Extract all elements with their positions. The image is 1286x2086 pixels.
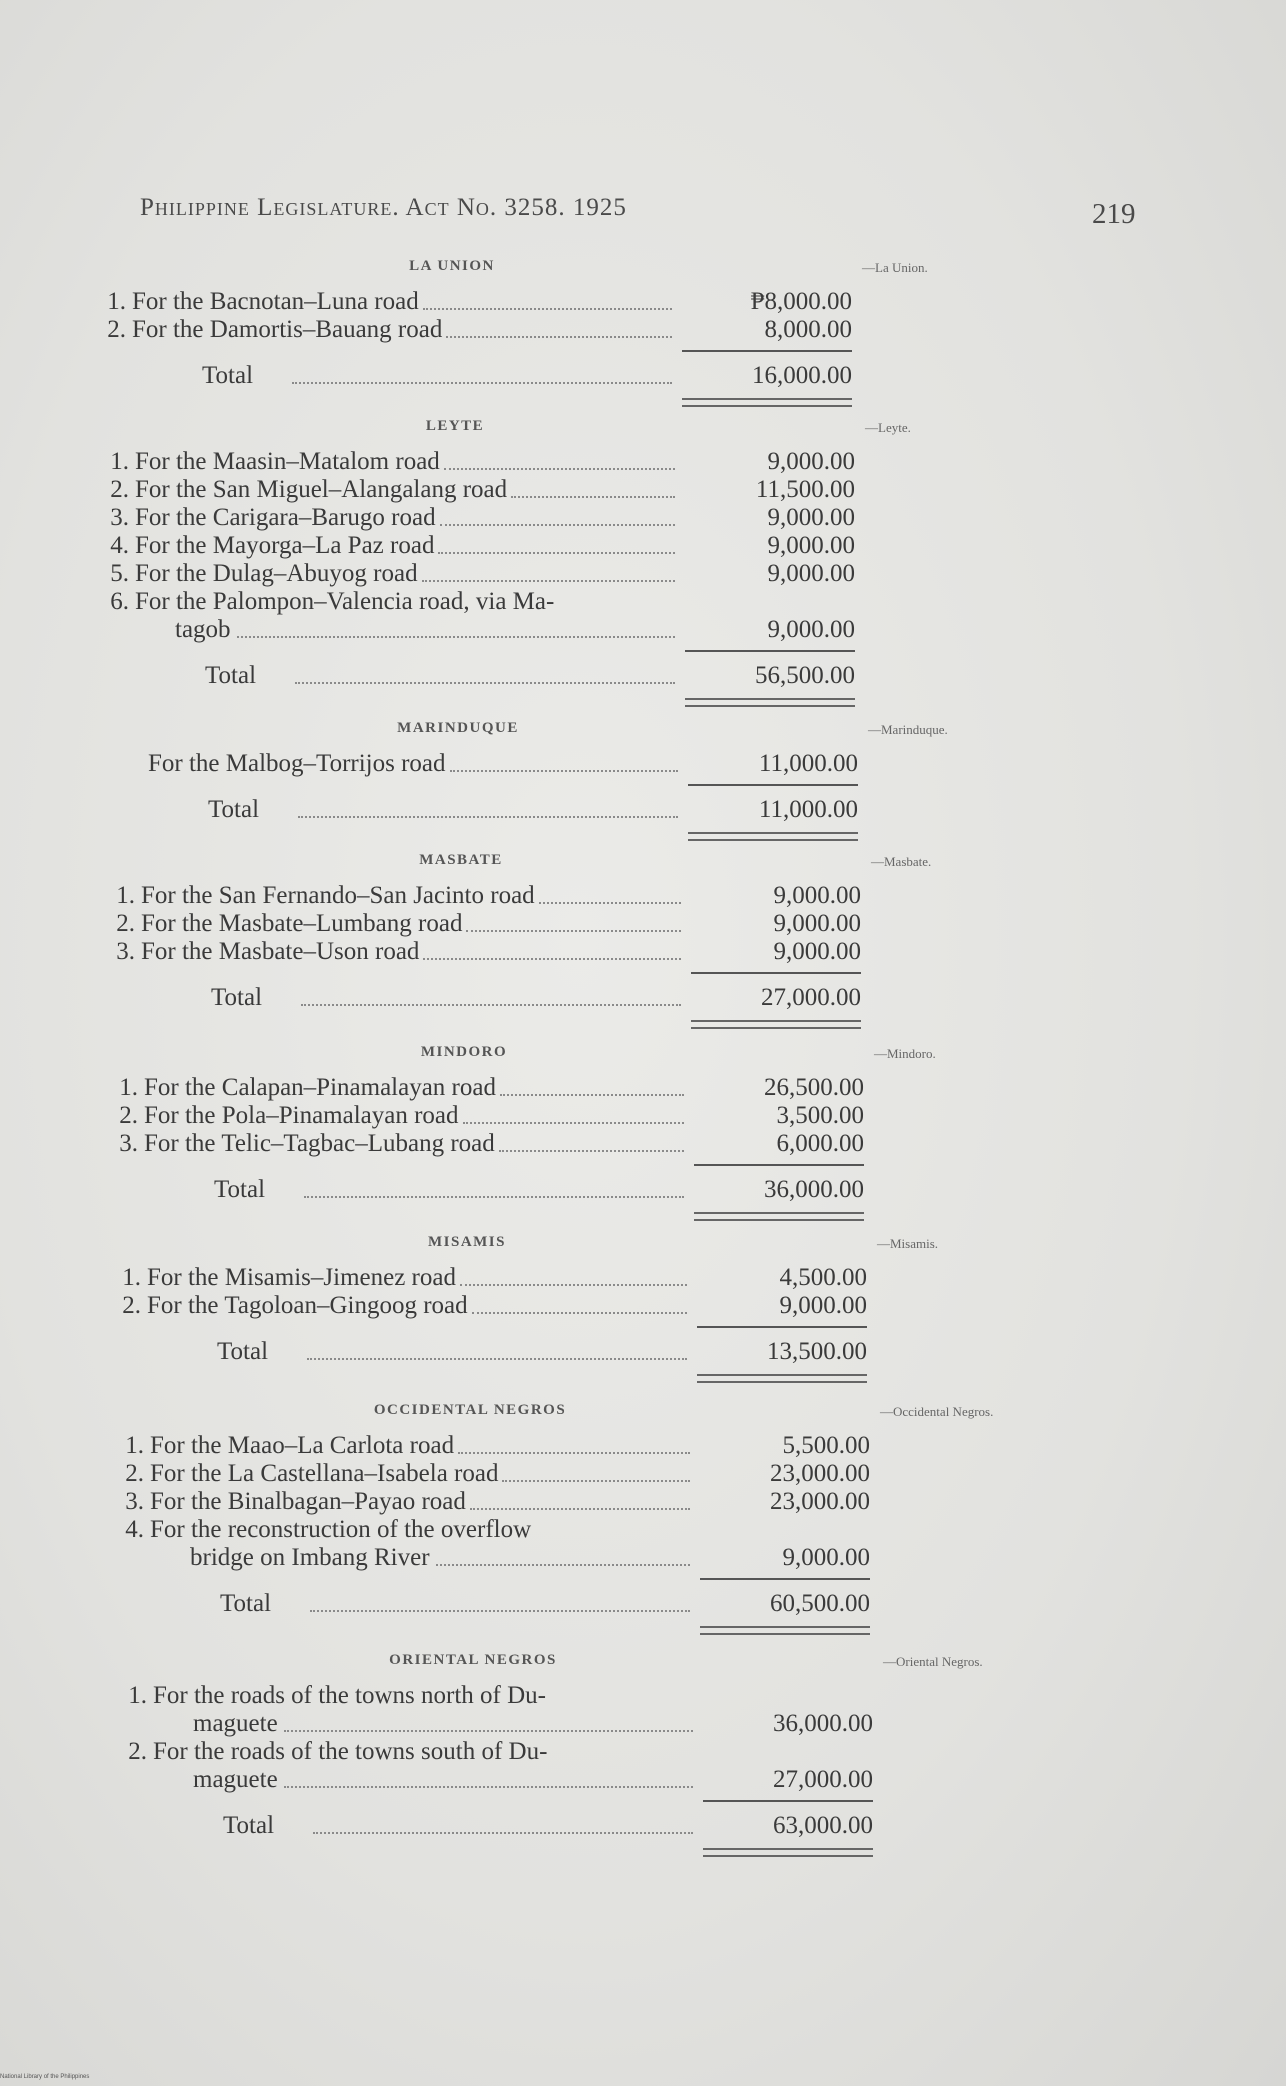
line-item bbox=[101, 910, 861, 938]
item-description: For the Maao–La Carlota road bbox=[150, 1432, 455, 1459]
item-number: 2. bbox=[116, 910, 135, 937]
item-description: For the Calapan–Pinamalayan road bbox=[144, 1074, 496, 1101]
total-label: Total bbox=[223, 1812, 275, 1839]
running-title: Philippine Legislature. Act No. 3258. 1925 bbox=[140, 194, 627, 221]
line-item bbox=[101, 882, 861, 910]
item-number: 2. bbox=[125, 1460, 144, 1487]
item-number: 3. bbox=[116, 938, 135, 965]
subtotal-rule bbox=[688, 784, 858, 786]
item-number: 4. bbox=[125, 1516, 144, 1543]
subtotal-rule bbox=[700, 1578, 870, 1580]
dot-leader bbox=[438, 552, 675, 554]
item-number: 2. bbox=[119, 1102, 138, 1129]
item-amount: 23,000.00 bbox=[770, 1488, 870, 1515]
line-item bbox=[92, 316, 852, 344]
dot-leader bbox=[502, 1480, 690, 1482]
dot-leader bbox=[310, 1610, 690, 1612]
item-description: For the La Castellana–Isabela road bbox=[150, 1460, 499, 1487]
item-description: For the Maasin–Matalom road bbox=[135, 448, 440, 475]
margin-note: —Mindoro. bbox=[874, 1046, 936, 1061]
total-amount: 27,000.00 bbox=[761, 984, 861, 1011]
archive-footer-note: National Library of the Philippines bbox=[0, 2074, 90, 2080]
line-item bbox=[95, 588, 855, 643]
item-amount: 9,000.00 bbox=[779, 1292, 867, 1319]
item-amount: 5,500.00 bbox=[782, 1432, 870, 1459]
margin-note: —Misamis. bbox=[877, 1236, 939, 1251]
section-title: LA UNION bbox=[409, 258, 495, 274]
item-amount: 9,000.00 bbox=[767, 504, 855, 531]
item-amount: 9,000.00 bbox=[767, 616, 855, 643]
line-item bbox=[101, 938, 861, 966]
item-description-continued: tagob bbox=[175, 616, 231, 643]
item-amount: 9,000.00 bbox=[773, 910, 861, 937]
item-description: For the Palompon–Valencia road, via Ma- bbox=[135, 588, 555, 615]
dot-leader bbox=[313, 1832, 693, 1834]
dot-leader bbox=[440, 524, 675, 526]
dot-leader bbox=[292, 382, 672, 384]
item-number: 6. bbox=[110, 588, 129, 615]
total-label: Total bbox=[208, 796, 260, 823]
item-description: For the roads of the towns south of Du- bbox=[153, 1738, 548, 1765]
total-amount: 13,500.00 bbox=[767, 1338, 867, 1365]
line-item bbox=[104, 1074, 864, 1102]
line-item bbox=[110, 1488, 870, 1516]
section-title: MINDORO bbox=[420, 1044, 508, 1060]
item-description: For the reconstruction of the overflow bbox=[150, 1516, 532, 1543]
total-label: Total bbox=[211, 984, 263, 1011]
dot-leader bbox=[307, 1358, 687, 1360]
line-item bbox=[98, 750, 858, 778]
section-title: ORIENTAL NEGROS bbox=[389, 1652, 557, 1668]
total-double-rule bbox=[691, 1020, 861, 1029]
item-number: 3. bbox=[125, 1488, 144, 1515]
item-description-continued: maguete bbox=[193, 1710, 278, 1737]
section-title: LEYTE bbox=[425, 418, 485, 434]
item-description: For the San Miguel–Alangalang road bbox=[135, 476, 508, 503]
subtotal-rule bbox=[703, 1800, 873, 1802]
item-amount: 9,000.00 bbox=[773, 938, 861, 965]
page-header bbox=[140, 194, 1140, 222]
item-amount: 9,000.00 bbox=[773, 882, 861, 909]
item-amount: 26,500.00 bbox=[764, 1074, 864, 1101]
item-number: 2. bbox=[110, 476, 129, 503]
item-description: For the Pola–Pinamalayan road bbox=[144, 1102, 459, 1129]
total-label: Total bbox=[220, 1590, 272, 1617]
dot-leader bbox=[463, 1122, 684, 1124]
item-description-continued: maguete bbox=[193, 1766, 278, 1793]
item-number: 3. bbox=[110, 504, 129, 531]
item-description: For the Masbate–Lumbang road bbox=[141, 910, 463, 937]
line-item bbox=[95, 448, 855, 476]
item-description: For the San Fernando–San Jacinto road bbox=[141, 882, 535, 909]
line-item bbox=[107, 1292, 867, 1320]
total-label: Total bbox=[214, 1176, 266, 1203]
total-double-rule bbox=[703, 1848, 873, 1857]
dot-leader bbox=[458, 1452, 690, 1454]
item-amount: 9,000.00 bbox=[767, 560, 855, 587]
line-item bbox=[110, 1516, 870, 1571]
total-amount: 56,500.00 bbox=[755, 662, 855, 689]
item-description: For the Telic–Tagbac–Lubang road bbox=[144, 1130, 495, 1157]
total-amount: 60,500.00 bbox=[770, 1590, 870, 1617]
subtotal-rule bbox=[691, 972, 861, 974]
total-double-rule bbox=[682, 398, 852, 407]
item-amount: 6,000.00 bbox=[776, 1130, 864, 1157]
line-item bbox=[110, 1460, 870, 1488]
item-number: 1. bbox=[122, 1264, 141, 1291]
margin-note: —Leyte. bbox=[865, 420, 911, 435]
dot-leader bbox=[470, 1508, 690, 1510]
item-number: 3. bbox=[119, 1130, 138, 1157]
item-description: For the Tagoloan–Gingoog road bbox=[147, 1292, 468, 1319]
section-title: MARINDUQUE bbox=[397, 720, 519, 736]
item-amount: 27,000.00 bbox=[773, 1766, 873, 1793]
item-amount: 9,000.00 bbox=[767, 532, 855, 559]
page-number: 219 bbox=[1092, 198, 1136, 230]
item-description: For the Misamis–Jimenez road bbox=[147, 1264, 456, 1291]
item-amount: 23,000.00 bbox=[770, 1460, 870, 1487]
dot-leader bbox=[466, 930, 681, 932]
total-amount: 11,000.00 bbox=[758, 796, 858, 823]
item-amount: 8,000.00 bbox=[764, 316, 852, 343]
line-item bbox=[113, 1738, 873, 1793]
dot-leader bbox=[301, 1004, 681, 1006]
dot-leader bbox=[237, 636, 675, 638]
item-number: 1. bbox=[107, 288, 126, 315]
section-title: OCCIDENTAL NEGROS bbox=[373, 1402, 567, 1418]
total-double-rule bbox=[697, 1374, 867, 1383]
item-amount: 9,000.00 bbox=[767, 448, 855, 475]
dot-leader bbox=[304, 1196, 684, 1198]
margin-note: —Marinduque. bbox=[868, 722, 948, 737]
margin-note: —La Union. bbox=[862, 260, 928, 275]
item-amount: ₱8,000.00 bbox=[750, 288, 852, 315]
subtotal-rule bbox=[685, 650, 855, 652]
margin-note: —Occidental Negros. bbox=[880, 1404, 994, 1419]
line-item bbox=[95, 560, 855, 588]
item-amount: 3,500.00 bbox=[776, 1102, 864, 1129]
item-amount: 4,500.00 bbox=[779, 1264, 867, 1291]
dot-leader bbox=[422, 580, 675, 582]
item-number: 1. bbox=[116, 882, 135, 909]
line-item bbox=[113, 1682, 873, 1737]
item-description: For the Mayorga–La Paz road bbox=[135, 532, 435, 559]
total-amount: 16,000.00 bbox=[752, 362, 852, 389]
dot-leader bbox=[499, 1150, 684, 1152]
item-description: For the Damortis–Bauang road bbox=[132, 316, 443, 343]
total-double-rule bbox=[694, 1212, 864, 1221]
dot-leader bbox=[444, 468, 675, 470]
item-number: 2. bbox=[128, 1738, 147, 1765]
item-amount: 36,000.00 bbox=[773, 1710, 873, 1737]
item-description: For the Malbog–Torrijos road bbox=[148, 750, 446, 777]
line-item bbox=[92, 288, 852, 316]
item-amount: 11,000.00 bbox=[758, 750, 858, 777]
item-description: For the Binalbagan–Payao road bbox=[150, 1488, 466, 1515]
total-label: Total bbox=[202, 362, 254, 389]
item-number: 1. bbox=[110, 448, 129, 475]
dot-leader bbox=[284, 1730, 693, 1732]
subtotal-rule bbox=[694, 1164, 864, 1166]
dot-leader bbox=[436, 1564, 690, 1566]
line-item bbox=[95, 476, 855, 504]
dot-leader bbox=[423, 958, 681, 960]
item-description: For the Bacnotan–Luna road bbox=[132, 288, 419, 315]
total-double-rule bbox=[700, 1626, 870, 1635]
item-number: 1. bbox=[128, 1682, 147, 1709]
dot-leader bbox=[298, 816, 678, 818]
total-double-rule bbox=[688, 832, 858, 841]
dot-leader bbox=[539, 902, 681, 904]
item-number: 5. bbox=[110, 560, 129, 587]
total-amount: 36,000.00 bbox=[764, 1176, 864, 1203]
margin-note: —Oriental Negros. bbox=[883, 1654, 983, 1669]
line-item bbox=[110, 1432, 870, 1460]
item-description: For the roads of the towns north of Du- bbox=[153, 1682, 546, 1709]
subtotal-rule bbox=[682, 350, 852, 352]
dot-leader bbox=[446, 336, 672, 338]
dot-leader bbox=[450, 770, 678, 772]
margin-note: —Masbate. bbox=[871, 854, 932, 869]
item-amount: 9,000.00 bbox=[782, 1544, 870, 1571]
dot-leader bbox=[460, 1284, 687, 1286]
dot-leader bbox=[423, 308, 672, 310]
item-number: 1. bbox=[119, 1074, 138, 1101]
item-number: 1. bbox=[125, 1432, 144, 1459]
total-label: Total bbox=[217, 1338, 269, 1365]
dot-leader bbox=[295, 682, 675, 684]
line-item bbox=[104, 1130, 864, 1158]
item-description-continued: bridge on Imbang River bbox=[190, 1544, 430, 1571]
line-item bbox=[95, 532, 855, 560]
section-title: MISAMIS bbox=[427, 1234, 506, 1250]
subtotal-rule bbox=[697, 1326, 867, 1328]
item-number: 4. bbox=[110, 532, 129, 559]
line-item bbox=[104, 1102, 864, 1130]
section-title: MASBATE bbox=[419, 852, 503, 868]
item-description: For the Masbate–Uson road bbox=[141, 938, 420, 965]
line-item bbox=[95, 504, 855, 532]
dot-leader bbox=[472, 1312, 687, 1314]
total-amount: 63,000.00 bbox=[773, 1812, 873, 1839]
item-number: 2. bbox=[107, 316, 126, 343]
total-label: Total bbox=[205, 662, 257, 689]
dot-leader bbox=[511, 496, 675, 498]
item-description: For the Carigara–Barugo road bbox=[135, 504, 436, 531]
total-double-rule bbox=[685, 698, 855, 707]
dot-leader bbox=[500, 1094, 684, 1096]
dot-leader bbox=[284, 1786, 693, 1788]
item-amount: 11,500.00 bbox=[755, 476, 855, 503]
item-description: For the Dulag–Abuyog road bbox=[135, 560, 418, 587]
item-number: 2. bbox=[122, 1292, 141, 1319]
line-item bbox=[107, 1264, 867, 1292]
